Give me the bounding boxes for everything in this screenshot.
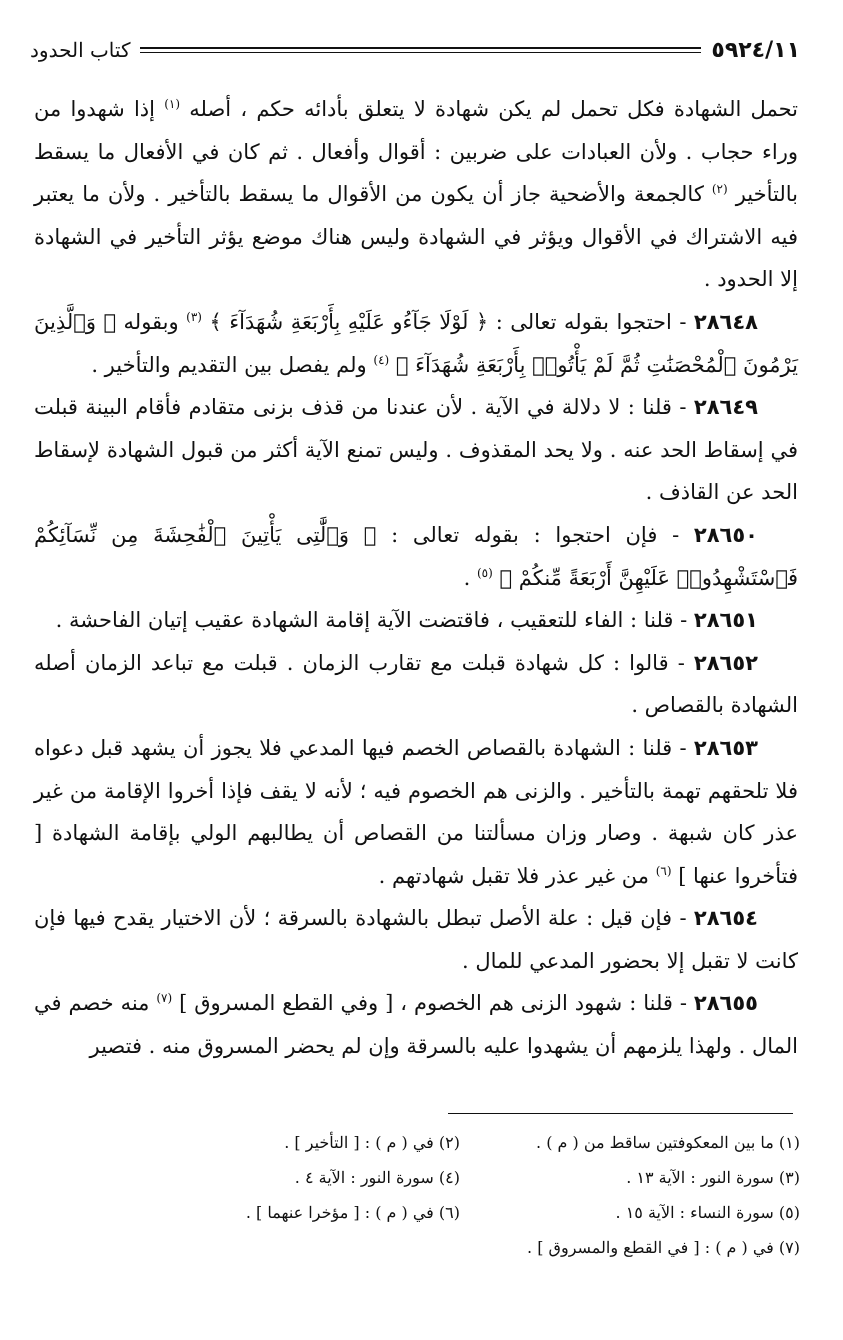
- paragraph-number: ٢٨٦٥٤: [693, 906, 758, 931]
- paragraph-number: ٢٨٦٥٣: [693, 735, 758, 760]
- footnotes: [120, 1125, 800, 1265]
- footnote: [120, 1230, 460, 1265]
- paragraph: [34, 642, 798, 727]
- footnote: (٧) في ( م ) : [ في القطع والمسروق ] .: [527, 1238, 800, 1257]
- paragraph-number: ٢٨٦٤٨: [693, 309, 758, 334]
- paragraph-text: إذا شهدوا من وراء حجاب . ولأن العبادات على ضربين : أقوال وأفعال . ثم كان في الأفعال ما يسقط بالتأخير: [34, 97, 798, 207]
- paragraph-text: - فإن احتجوا : بقوله تعالى : ﴿ وَٱلَّٰتِى يَأْتِينَ ٱلْفَٰحِشَةَ مِن نِّسَآئِكُمْ فَٱسْتَشْهِدُوا۟ عَلَيْهِنَّ أَرْبَعَةً مِّنكُمْ ﴾: [34, 522, 798, 590]
- page-number: ٥٩٢٤/١١: [711, 37, 800, 63]
- paragraph-number: ٢٨٦٥١: [693, 608, 758, 633]
- footnote-row: [120, 1230, 800, 1265]
- paragraph: [34, 727, 798, 897]
- paragraph-number: ٢٨٦٤٩: [693, 395, 758, 420]
- paragraph-text: ولم يفصل بين التقديم والتأخير .: [91, 352, 374, 377]
- footnote: (٥) سورة النساء : الآية ١٥ .: [615, 1203, 800, 1222]
- footnote-row: [120, 1125, 800, 1160]
- paragraph: [34, 599, 798, 642]
- paragraph: [34, 514, 798, 599]
- footnote-rule: [448, 1113, 793, 1114]
- footnote-ref: (٧): [156, 991, 173, 1006]
- footnote-row: [120, 1195, 800, 1230]
- paragraph-text: وبقوله ﴿ وَٱلَّذِينَ يَرْمُونَ ٱلْمُحْصَنَٰتِ ثُمَّ لَمْ يَأْتُوا۟ بِأَرْبَعَةِ شُهَدَآءَ ﴾: [34, 309, 798, 377]
- footnote-ref: (١): [164, 97, 181, 111]
- paragraph: [34, 982, 798, 1067]
- paragraph-text: - قلنا : شهود الزنى هم الخصوم ، [ وفي القطع المسروق ]: [172, 991, 694, 1016]
- footnote: (١) ما بين المعكوفتين ساقط من ( م ) .: [536, 1133, 800, 1152]
- footnote: (٣) سورة النور : الآية ١٣ .: [626, 1168, 800, 1187]
- paragraph-text: تحمل الشهادة فكل تحمل لم يكن شهادة لا يتعلق بأدائه حكم ، أصله: [180, 97, 798, 121]
- paragraph-text: - قالوا : كل شهادة قبلت مع تقارب الزمان . قبلت مع تباعد الزمان أصله الشهادة بالقصاص .: [34, 650, 798, 718]
- paragraph-number: ٢٨٦٥٥: [693, 991, 758, 1016]
- footnote-ref: (٥): [476, 565, 493, 580]
- paragraph-text: منه خصم في المال . ولهذا يلزمهم أن يشهدوا عليه بالسرقة وإن لم يحضر المسروق منه . فتصير: [34, 991, 798, 1059]
- paragraph-text: - قلنا : الشهادة بالقصاص الخصم فيها المدعي فلا يجوز أن يشهد قبل دعواه فلا تلحقهم تهمة بالتأخير . والزنى هم الخصوم فيه ؛ لأنه لا يقف فإذا أخروا الإقامة من غير عذر كان شبهة . وصار وزان مسألتنا من القصاص أن يطالبهم الولي بإقامة الشهادة [ فتأخروا عنها ]: [34, 735, 798, 888]
- paragraph-text: - قلنا : الفاء للتعقيب ، فاقتضت الآية إقامة الشهادة عقيب إتيان الفاحشة .: [55, 608, 694, 633]
- footnote: (٤) سورة النور : الآية ٤ .: [294, 1168, 460, 1187]
- paragraph-text: - قلنا : لا دلالة في الآية . لأن عندنا من قذف بزنى متقادم فأقام البينة قبلت في إسقاط الحد عنه . ولا يحد المقذوف . وليس تمنع الآية أكثر من قبول الشهادة لإسقاط الحد عن القاذف .: [34, 395, 798, 505]
- paragraph-number: ٢٨٦٥٠: [693, 522, 758, 547]
- paragraph: [34, 386, 798, 514]
- paragraph-text: من غير عذر فلا تقبل شهادتهم .: [378, 863, 656, 888]
- main-text: [34, 88, 798, 1068]
- footnote-ref: (٤): [373, 352, 390, 367]
- paragraph: [34, 301, 798, 386]
- footnote-ref: (٢): [711, 182, 728, 197]
- paragraph-text: .: [463, 565, 477, 590]
- page-header: [30, 30, 800, 70]
- footnote-ref: (٣): [186, 309, 202, 324]
- paragraph: [34, 88, 798, 301]
- footnote: (٦) في ( م ) : [ مؤخرا عنهما ] .: [245, 1203, 460, 1222]
- paragraph-number: ٢٨٦٥٢: [693, 650, 758, 675]
- paragraph-text: كالجمعة والأضحية جاز أن يكون من الأقوال ما يسقط بالتأخير . ولأن ما يعتبر فيه الاشتراك في الأقوال ويؤثر في الشهادة وليس هناك موضع يؤثر التأخير في الشهادة إلا الحدود .: [34, 182, 798, 292]
- paragraph-text: - فإن قيل : علة الأصل تبطل بالشهادة بالسرقة ؛ لأن الاختيار يقدح فيها فإن كانت لا تقبل إلا بحضور المدعي للمال .: [34, 906, 798, 973]
- footnote-ref: (٦): [655, 863, 672, 878]
- paragraph-text: - احتجوا بقوله تعالى : ﴿ لَوْلَا جَآءُو عَلَيْهِ بِأَرْبَعَةِ شُهَدَآءَ ﴾: [201, 309, 694, 334]
- paragraph: [34, 897, 798, 982]
- book-title: كتاب الحدود: [30, 38, 131, 62]
- header-rule: [140, 47, 701, 53]
- footnote: (٢) في ( م ) : [ التأخير ] .: [284, 1133, 460, 1152]
- footnote-row: [120, 1160, 800, 1195]
